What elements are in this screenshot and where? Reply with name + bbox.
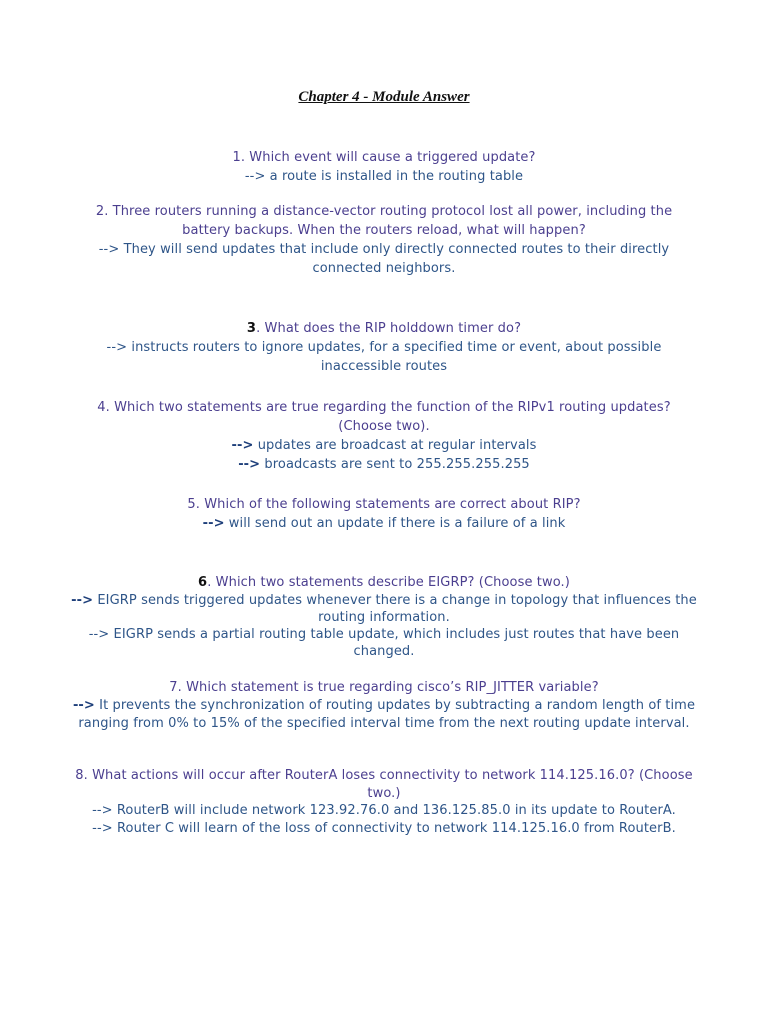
question-3-answer: --> instructs routers to ignore updates, for a specified time or event, about possible inaccessible routes [106, 340, 662, 374]
question-4-text: 4. Which two statements are true regarding the function of the RIPv1 routing updates? (Choose two). [97, 400, 671, 434]
question-6-number: 6 [198, 575, 208, 590]
answer-arrow: --> [231, 438, 254, 453]
question-4 [70, 398, 698, 474]
question-5 [70, 495, 698, 533]
question-8-answer-1: --> RouterB will include network 123.92.76.0 and 136.125.85.0 in its update to RouterA. [92, 803, 676, 818]
question-5-answer: will send out an update if there is a failure of a link [228, 516, 566, 531]
question-3 [70, 319, 698, 376]
question-4-answer-1: updates are broadcast at regular intervals [257, 438, 537, 453]
question-1-answer: --> a route is installed in the routing table [244, 169, 524, 184]
answer-arrow: --> [238, 457, 261, 472]
question-2-answer: --> They will send updates that include only directly connected routes to their directly connected neighbors. [98, 242, 670, 276]
answer-arrow: --> [71, 593, 94, 608]
question-3-number: 3 [246, 321, 257, 336]
question-7 [70, 679, 698, 733]
question-4-answer-2: broadcasts are sent to 255.255.255.255 [264, 457, 530, 472]
question-6-answer-1: EIGRP sends triggered updates whenever there is a change in topology that influences the routing information. [97, 593, 697, 625]
answer-arrow: --> [72, 698, 95, 713]
question-8 [70, 767, 698, 837]
question-3-text: . What does the RIP holddown timer do? [256, 321, 522, 336]
question-6-answer-2: --> EIGRP sends a partial routing table update, which includes just routes that have been changed. [88, 627, 680, 659]
question-6 [70, 573, 698, 660]
answer-arrow: --> [202, 516, 225, 531]
question-1-text: 1. Which event will cause a triggered update? [232, 150, 536, 165]
question-5-text: 5. Which of the following statements are correct about RIP? [187, 497, 581, 512]
question-1 [70, 148, 698, 186]
question-8-answer-2: --> Router C will learn of the loss of connectivity to network 114.125.16.0 from RouterB. [92, 820, 676, 836]
question-2-text: 2. Three routers running a distance-vector routing protocol lost all power, including the battery backups. When the routers reload, what will happen? [95, 204, 673, 238]
question-6-text: . Which two statements describe EIGRP? (Choose two.) [207, 575, 570, 590]
question-2 [70, 202, 698, 278]
question-7-text: 7. Which statement is true regarding cisco’s RIP_JITTER variable? [169, 680, 599, 695]
question-7-answer: It prevents the synchronization of routing updates by subtracting a random length of time ranging from 0% to 15% of the specified interval time from the next routing update interval. [78, 698, 696, 731]
question-8-text: 8. What actions will occur after RouterA loses connectivity to network 114.125.16.0? (Choose two.) [75, 768, 693, 801]
document-title: Chapter 4 - Module Answer [298, 89, 470, 105]
